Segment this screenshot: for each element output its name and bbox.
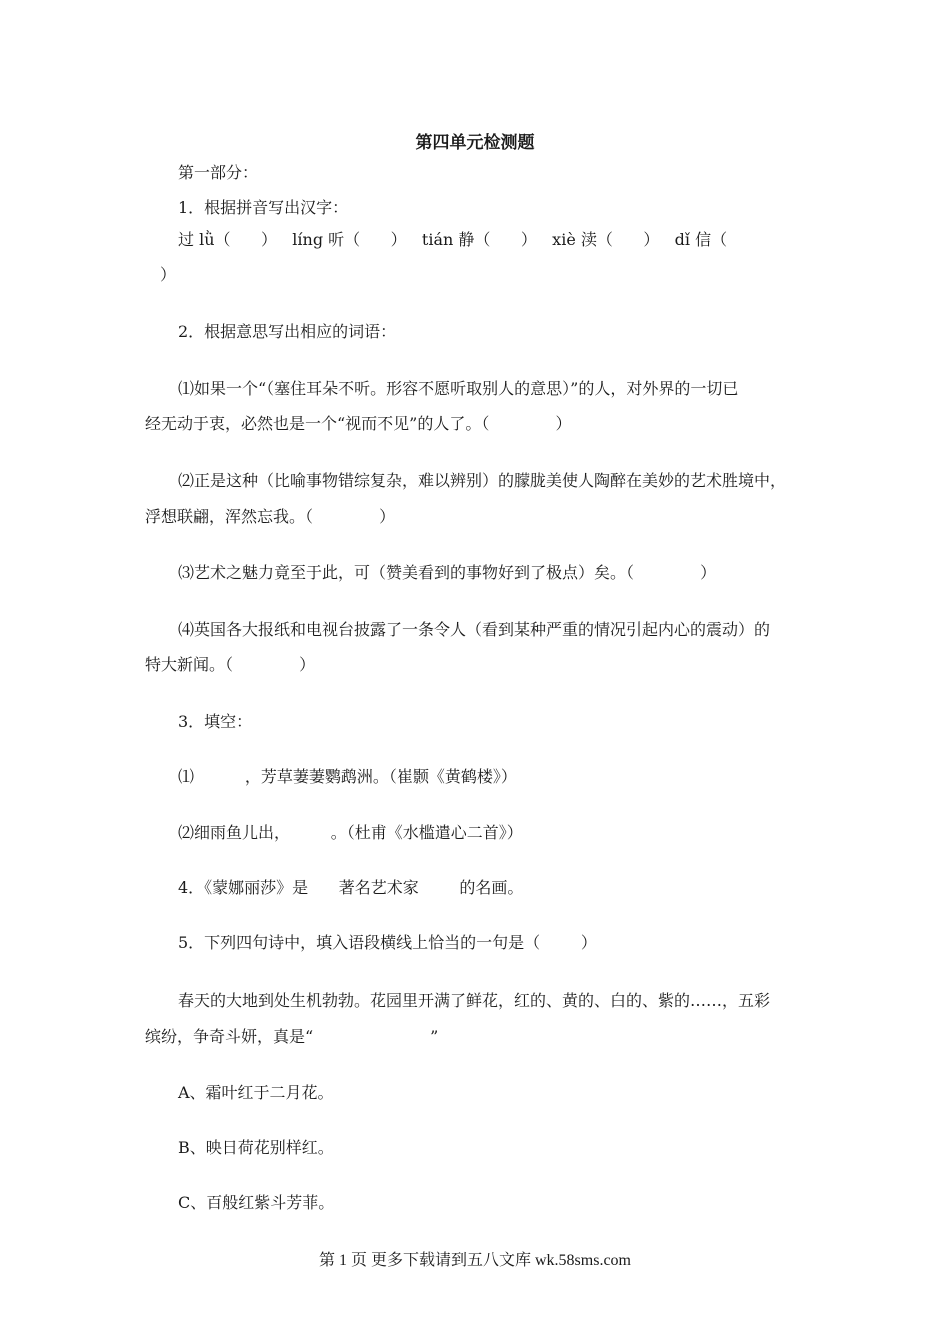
option-c: C、百般红紫斗芳菲。 [178,1193,335,1212]
question-5-passage-line-2: 缤纷，争奇斗妍，真是“ ” [145,1027,439,1046]
option-a: A、霜叶红于二月花。 [178,1083,334,1102]
question-3-stem: 3．填空： [178,712,253,731]
question-3-item-2: ⑵细雨鱼儿出， 。（杜甫《水槛遣心二首》） [178,823,523,842]
page-footer: 第 1 页 更多下载请到五八文库 wk.58sms.com [318,1252,631,1269]
question-3-item-1: ⑴ ，芳草萋萋鹦鹉洲。（崔颢《黄鹤楼》） [178,767,517,786]
question-1-line-2: ） [160,265,177,284]
question-2-item-4-line-1: ⑷英国各大报纸和电视台披露了一条令人（看到某种严重的情况引起内心的震动）的 [178,620,771,639]
option-b: B、映日荷花别样红。 [178,1138,334,1157]
question-1-stem: 1．根据拼音写出汉字： [178,198,349,217]
question-5-stem: 5．下列四句诗中，填入语段横线上恰当的一句是（ ） [178,933,597,952]
question-1-line-1: 过 lǜ（ ） líng 听（ ） tián 静（ ） xiè 渎（ ） dǐ 信（ [178,230,728,249]
question-4-stem: 4．《蒙娜丽莎》是 著名艺术家 的名画。 [178,878,524,897]
question-2-item-1-line-2: 经无动于衷，必然也是一个“视而不见”的人了。（ ） [145,414,572,433]
question-5-passage-line-1: 春天的大地到处生机勃勃。花园里开满了鲜花，红的、黄的、白的、紫的……，五彩 [178,991,771,1010]
page-title: 第四单元检测题 [415,133,535,153]
question-2-item-4-line-2: 特大新闻。（ ） [145,655,316,674]
question-2-item-3: ⑶艺术之魅力竟至于此，可（赞美看到的事物好到了极点）矣。（ ） [178,563,717,582]
question-2-item-1-line-1: ⑴如果一个“（塞住耳朵不听。形容不愿听取别人的意思）”的人，对外界的一切已 [178,379,739,398]
question-2-stem: 2．根据意思写出相应的词语： [178,322,397,341]
question-2-item-2-line-2: 浮想联翩，浑然忘我。（ ） [145,507,396,526]
section-heading: 第一部分： [178,163,259,182]
question-2-item-2-line-1: ⑵正是这种（比喻事物错综复杂，难以辨别）的朦胧美使人陶醉在美妙的艺术胜境中， [178,471,787,490]
